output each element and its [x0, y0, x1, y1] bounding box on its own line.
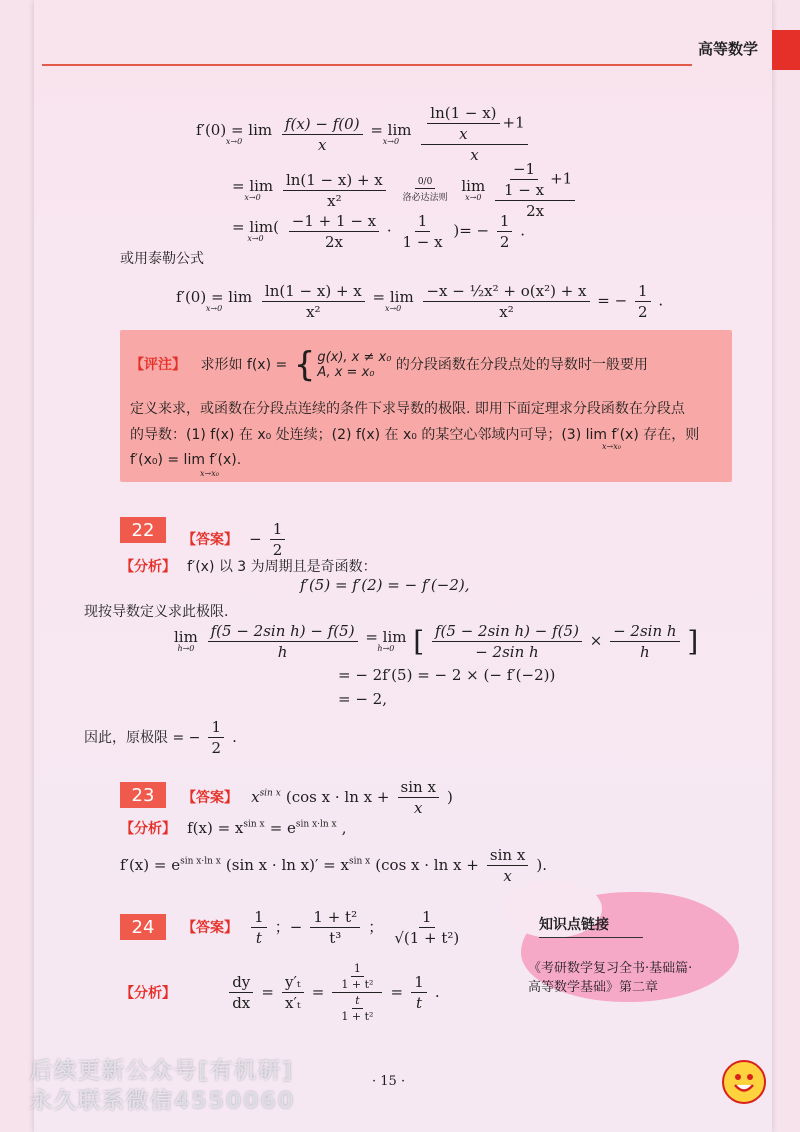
header-title: 高等数学 [698, 40, 759, 58]
watermark-line-2: 永久联系微信4550060 [30, 1089, 296, 1114]
page-number: · 15 · [372, 1074, 406, 1089]
q22-limit-line: lim h→0 $\frac{\text{f(5 − 2sin h) − f(5)}}{h}$ = lim h→0 [ $\frac{\text{f(5 − 2sin h) − f(5)}}{\text{− 2sin h}}$ × $\frac{\text{− 2sin h}}{h}$ ] [174, 622, 699, 661]
smiley-icon [722, 1060, 766, 1104]
q24-analysis: 【分析】 $\frac{dy}{dx}$ = $\frac{\text{y′ₜ}}{\text{x′ₜ}}$ = $\frac{\frac{1}{\text{1 + t²}}}{\frac{t}{\text{1 + t²}}}$ = $\frac{1}{t}$ . [120, 962, 440, 1023]
q22-eq1: f′(5) = f′(2) = − f′(−2), [300, 576, 470, 594]
question-23-badge: 23 [120, 782, 166, 808]
q22-conclusion: 因此，原极限 = − $\frac{1}{2}$ . [84, 718, 237, 757]
note-line-4-sub: x→x₀ [200, 469, 219, 478]
taylor-line: f′(0) = lim x→0 $\frac{\ln(1 - x) + x}{\text{x²}}$ = lim x→0 $\frac{\text{−x − ½x² + o(x²) + x}}{\text{x²}}$ = − $\frac{1}{2}$ . [176, 282, 664, 321]
q23-derivative: $f'(x) = e^{sin x\cdot ln x}$ (sin $x \cdot \ln x)' = x^{sin x}$ (cos x · ln x + $\frac{\text{sin x}}{x}$ ). [120, 846, 548, 885]
question-22-badge: 22 [120, 517, 166, 543]
header-tab [772, 30, 800, 70]
knowledge-link-rule [539, 937, 643, 938]
header-rule [42, 64, 692, 66]
note-line-3-sub: x→x₀ [602, 442, 621, 451]
q22-analysis: 【分析】 f′(x) 以 3 为周期且是奇函数： [120, 559, 377, 575]
q22-line3: = − 2, [338, 690, 387, 708]
knowledge-link-title: 知识点链接 [539, 917, 609, 933]
q22-answer: 【答案】 − $\frac{1}{2}$ [182, 520, 288, 559]
derivation-line-1: f′(0) = lim x→0 $\frac{f(x) - f(0)}{x}$ = lim x→0 $\frac{\ln(1 - x)}{x}$ +1 x [196, 104, 531, 164]
q23-answer: 【答案】 $x^{sin x}$ (cos x · ln x + $\frac{\text{sin x}}{x}$ ) [182, 778, 453, 817]
question-24-badge: 24 [120, 914, 166, 940]
note-line-2: 定义来求，或函数在分段点连续的条件下求导数的极限. 即用下面定理求分段函数在分段点 [130, 401, 685, 417]
derivation-line-2: = lim x→0 $\frac{\ln(1 - x) + x}{\text{x²}}$ $\frac{0/0}{\text{洛必达法则}}$ lim x→0 $\frac{-1}{1 - x}$ +1 2x [232, 160, 578, 220]
q23-analysis: 【分析】 $f(x) = x^{sin x} = e^{sin x\cdot ln x}$ , [120, 819, 347, 837]
note-line-4: f′(x₀) = lim f′(x). [130, 452, 242, 468]
knowledge-link-text-1: 《考研数学复习全书·基础篇· [528, 961, 693, 976]
knowledge-link-text-2: 高等数学基础》第二章 [528, 980, 659, 995]
taylor-intro: 或用泰勒公式 [120, 251, 204, 267]
book-page [34, 0, 772, 1132]
q22-line2: = − 2f′(5) = − 2 × (− f′(−2)) [338, 666, 556, 684]
derivation-line-3: = lim( x→0 $\frac{-1 + 1 - x}{2x}$ · $\frac{1}{1 - x}$ )= − $\frac{1}{2}$ . [232, 212, 526, 251]
q22-text2: 现按导数定义求此极限. [84, 604, 229, 620]
note-line-3: 的导数：(1) f(x) 在 x₀ 处连续；(2) f(x) 在 x₀ 的某空心邻域内可导；(3) lim f′(x) 存在，则 [130, 427, 700, 443]
q24-answer: 【答案】 $\frac{1}{t}$ ；− $\frac{\text{1 + t²}}{\text{t³}}$ ； $\frac{1}{\text{√(1 + t²)}}$ [182, 908, 460, 947]
watermark-line-1: 后续更新公众号[有机研] [30, 1059, 295, 1084]
note-line-1: 【评注】 求形如 f(x) = { g(x), x ≠ x₀ A, x = x₀ 的分段函数在分段点处的导数时一般要用 [130, 345, 648, 385]
